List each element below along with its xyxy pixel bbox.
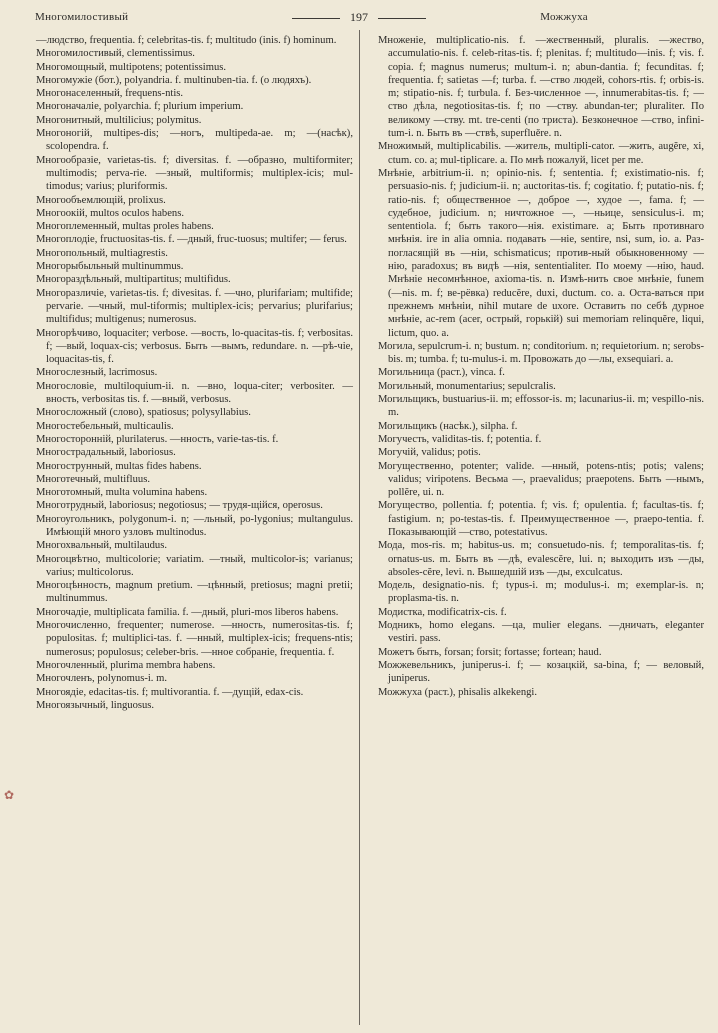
page-header [10,8,708,30]
dictionary-entry: Многоядіе, edacitas-tis. f; multivorantia. f. —дущій, edax-cis. [36,686,304,698]
dictionary-entry: Многоцвѣтно, multicolorie; variatim. —тный, multicolor-is; varianus; varius; multicolorus. [36,553,353,578]
dictionary-entry: Многоязычный, linguosus. [36,699,155,711]
dictionary-entry: Многообъемлющій, prolixus. [36,194,166,206]
dictionary-entry: Многорѣчиво, loquaciter; verbose. —вость, lo-quacitas-tis. f; verbositas. f; —вый, loquax-cis; verbosus. Быть —вымъ, redundare. n. —рѣ-чіе, loquacitas-tis, f. [36,327,353,366]
dictionary-entry: Многостебельный, multicaulis. [36,420,174,432]
dictionary-entry: Могильный, monumentarius; sepulcralis. [378,380,556,392]
dictionary-entry: Многотрудный, laboriosus; negotiosus; — трудя-щійся, operosus. [36,500,323,512]
dictionary-entry: Многочадіе, multiplicata familia. f. —дный, pluri-mos liberos habens. [36,606,339,618]
page-number: 197 [10,10,708,25]
dictionary-entry: Многонитный, multilicius; polymitus. [36,114,202,126]
running-head-right: Можжуха [540,11,588,23]
dictionary-entry: Многочисленно, frequenter; numerose. —нность, numerositas-tis. f; populositas. f; multiplici-tas. f. —нный, multiplex-icis; frequens-ntis; numerosus; populosus; celeber-bris. —нное собраніе, frequentia. f. [36,620,353,658]
dictionary-entry: Могильщикъ, bustuarius-ii. m; effossor-is. m; lacunarius-ii. m; vespillo-nis. m. [378,394,704,419]
dictionary-entry: Могильница (раст.), vinca. f. [378,367,505,379]
dictionary-entry: Многоугольникъ, polygonum-i. n; —льный, po-lygonius; multangulus. Имѣющій много узловъ multinodus. [36,513,353,538]
dictionary-entry: Многотомный, multa volumina habens. [36,487,208,499]
dictionary-entry: Множеніе, multiplicatio-nis. f. —жественный, pluralis. —жество, accumulatio-nis. f. celeb-ritas-tis. f; plenitas. f; multitudo—inis. f; vis. f. copia. f; magnus numerus; multum-i. n; abun-dantia. f; fecunditas. f; frequentia. f; satietas —f; turba. f. —ство людей, cohors-rtis. f; orbis-is. m; stipatio-nis. f; turbula. f. Без-численное —, innumerabitas-tis. f; —ство дѣла, negotiositas-tis. f; по —ству. abundan-ter; pluraliter. По великому —ству. mt. tre-centi (по триста). Безконечное —ство, infini-tum-i. n. Быть въ —ствѣ, superfluěre. n. [378,35,704,140]
dictionary-entry: Многомужіе (бот.), polyandria. f. multinuben-tia. f. (о людяхъ). [36,74,312,86]
dictionary-entry: Многопольный, multiagrestis. [36,247,168,259]
dictionary-entry: Многонаселенный, frequens-ntis. [36,88,184,100]
dictionary-entry: Многочленъ, polynomus-i. m. [36,673,167,685]
dictionary-entry: Можетъ быть, forsan; forsit; fortasse; fortean; haud. [378,646,602,658]
dictionary-entry: Могильщикъ (насѣк.), silpha. f. [378,420,518,432]
dictionary-entry: Многоцѣнность, magnum pretium. —цѣнный, pretiosus; magni pretii; multinummus. [36,580,353,605]
dictionary-entry: Могучесть, validitas-tis. f; potentia. f. [378,433,542,445]
dictionary-entry: Многотечный, multifluus. [36,473,150,485]
dictionary-entry: Многоплеменный, multas proles habens. [36,221,214,233]
dictionary-entry: Многосторонній, plurilaterus. —нность, varie-tas-tis. f. [36,433,279,445]
dictionary-entry: Многоокій, multos oculos habens. [36,207,184,219]
dictionary-entry: Можжевельникъ, juniperus-i. f; — козацкій, sa-bina, f; — веловый, juniperus. [378,659,704,685]
columns [10,30,708,1025]
dictionary-entry: Многоплодіе, fructuositas-tis. f. —дный, fruc-tuosus; multifer; — ferus. [36,234,347,246]
dictionary-entry: Многострунный, multas fides habens. [36,460,202,472]
dictionary-entry: Многомощный, multipotens; potentissimus. [36,61,227,73]
margin-mark-icon: ✿ [4,788,15,802]
dictionary-entry: Многорыбыльный multinummus. [36,261,184,273]
running-head-left: Многомилостивый [35,11,129,23]
dictionary-entry: Могущество, pollentia. f; potentia. f; vis. f; opulentia. f; facultas-tis. f; fastigium. n; po-testas-tis. f. Преимущественное —, praepo-tentia. f. Показывающій —ство, potestativus. [378,500,704,538]
dictionary-entry: Многообразіе, varietas-tis. f; diversitas. f. —образно, multiformiter; multimodis; perva-rie. —зный, multiformis; multiplex-icis; mul-timodus; varius; pluriformis. [36,154,353,193]
dictionary-entry: Можжуха (раст.), phisalis alkekengi. [378,686,538,698]
dictionary-entry: Мода, mos-ris. m; habitus-us. m; consuetudo-nis. f; temporalitas-tis. f; ornatus-us. m. Быть въ —дѣ, evalescĕre, lui. n; выходить изъ —ды, absoles-cĕre, levi. n. Вышедшій изъ —ды, exculcatus. [378,540,704,578]
dictionary-entry: Многослезный, lacrimosus. [36,367,158,379]
dictionary-entry: Модистка, modificatrix-cis. f. [378,606,507,618]
dictionary-entry: Многословіе, multiloquium-ii. n. —вно, loqua-citer; verbositer. —вность, verbositas tis. f. —вный, verbosus. [36,380,353,406]
right-column [359,30,708,1025]
left-column [10,30,359,1025]
dictionary-entry: Многораздѣльный, multipartitus; multifidus. [36,274,231,286]
dictionary-entry: Могущественно, potenter; valide. —нный, potens-ntis; potis; valens; validus; viripotens. Весьма —, praevalidus; praepotens. Быть —нымъ, pollĕre, ui. n. [378,460,704,499]
dictionary-entry: Множимый, multiplicabilis. —житель, multipli-cator. —жить, augĕre, xi, ctum. co. a; mul-tiplicare. a. По мнѣ пожалуй, licet per me. [378,141,704,166]
dictionary-entry: Многочленный, plurima membra habens. [36,659,216,671]
dictionary-entry: Мнѣніе, arbitrium-ii. n; opinio-nis. f; sententia. f; existimatio-nis. f; persuasio-nis. f; judicium-ii. n; auctoritas-tis. f; cogitatio. f; putatio-nis. f; ratio-nis. f; общественное —, доброе —, худое —, fama. f; — судебное, judicium. n; ничтожное —, —ньице, sensiculus-i. m; sententiola. f; быть такого—нія. existimare. a; Быть противнаго мнѣнія. ire in alia omnia. подавать —ніе, sentire, nsi, sum, io. a. Раз-погласящій въ —ніи, schismaticus; против-ный обыкновенному —нію, paradoxus; въ видѣ —нія, sententialiter. По моему —нію, haud. Мнѣніе несомнѣнное, axioma-tis. n. Измѣ-нить свое мнѣніе, funem (—nis. m. f; ве-рёвка) reducĕre, duxi, ductum. co. a. Оста-ваться при прежнемъ мнѣніи, nihil mutare de uxore. Оставить по себѣ дурное мнѣніе, ac-rem (acer, острый, горькій) sui memoriam relinquĕre, liqui, lictum, quo. a. [378,167,704,339]
dictionary-entry: Многоразличіе, varietas-tis. f; divesitas. f. —чно, plurifariam; multifide; pervarie. —чный, mul-tiformis; multiplex-icis; pervarius; plurifarius; multifidus; multigenus; numerosus. [36,287,353,326]
dictionary-entry: Многоначаліе, polyarchia. f; plurium imperium. [36,101,244,113]
dictionary-entry: Могучій, validus; potis. [378,447,481,459]
dictionary-entry: Многострадальный, laboriosus. [36,447,176,459]
dictionary-entry: Могила, sepulcrum-i. n; bustum. n; conditorium. n; requietorium. n; serobs-bis. m; tumba. f; tu-mulus-i. m. Провожать до —лы, exsequiari. a. [378,340,704,366]
dictionary-entry: Многомилостивый, clementissimus. [36,48,195,60]
dictionary-entry: Многосложный (слово), spatiosus; polysyllabius. [36,407,251,419]
dictionary-entry: Модель, designatio-nis. f; typus-i. m; modulus-i. m; exemplar-is. n; proplasma-tis. n. [378,580,704,605]
dictionary-entry: —людство, frequentia. f; celebritas-tis. f; multitudo (inis. f) hominum. [36,35,337,46]
dictionary-entry: Модникъ, homo elegans. —ца, mulier elegans. —дничать, eleganter vestiri. pass. [378,620,704,645]
dictionary-entry: Многохвальный, multilaudus. [36,540,167,552]
dictionary-entry: Многоногій, multipes-dis; —ногъ, multipeda-ae. m; —(насѣк), scolopendra. f. [36,128,353,153]
